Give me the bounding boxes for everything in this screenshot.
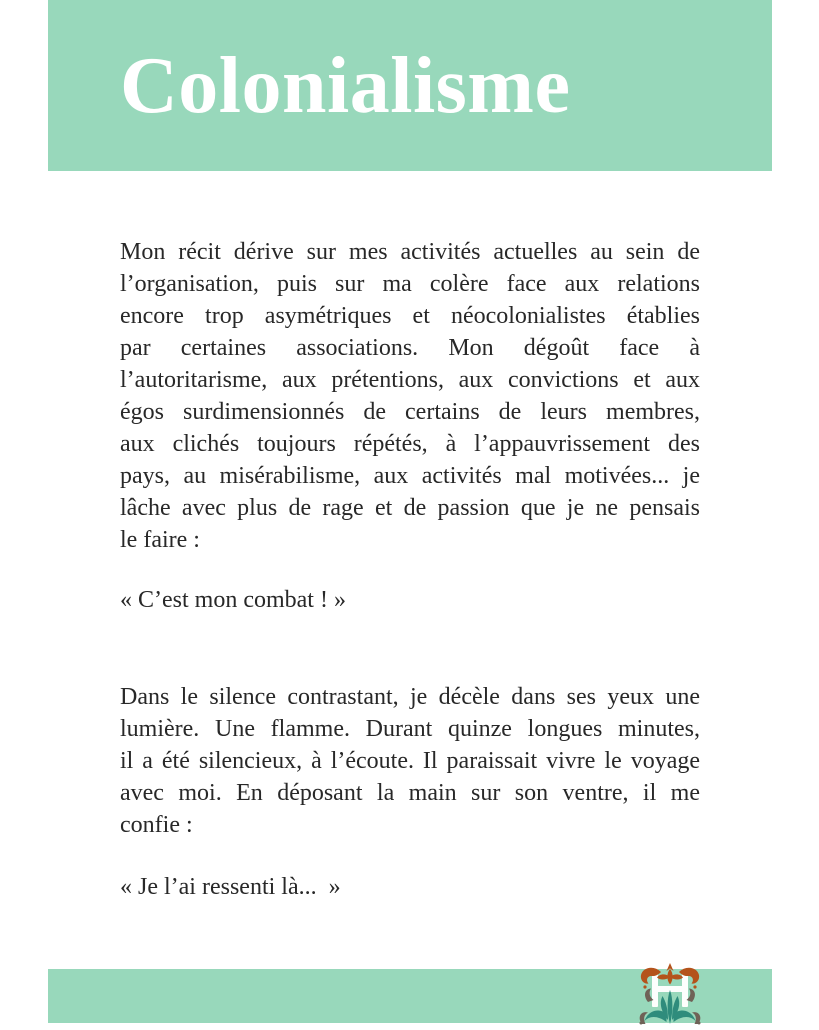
quote-line: « Je l’ai ressenti là... » bbox=[120, 874, 341, 900]
paragraph-line: il a été silencieux, à l’écoute. Il paraissait vivre le voyage bbox=[120, 748, 700, 774]
ornament-svg bbox=[635, 963, 705, 1025]
paragraph-line: l’autoritarisme, aux prétentions, aux convictions et aux bbox=[120, 367, 700, 393]
paragraph-line: aux clichés toujours répétés, à l’appauvrissement des bbox=[120, 431, 700, 457]
body-paragraph bbox=[120, 681, 700, 841]
body-content bbox=[120, 171, 700, 903]
paragraph-line: encore trop asymétriques et néocolonialistes établies bbox=[120, 303, 700, 329]
paragraph-line: avec moi. En déposant la main sur son ventre, il me bbox=[120, 780, 700, 806]
quote-line: « C’est mon combat ! » bbox=[120, 587, 346, 613]
paragraph-line: égos surdimensionnés de certains de leurs membres, bbox=[120, 399, 700, 425]
body-paragraph bbox=[120, 236, 700, 556]
header-band bbox=[48, 0, 772, 171]
paragraph-line: lumière. Une flamme. Durant quinze longues minutes, bbox=[120, 716, 700, 742]
paragraph-line: confie : bbox=[120, 812, 193, 838]
paragraph-line: Mon récit dérive sur mes activités actuelles au sein de bbox=[120, 239, 700, 265]
paragraph-line: lâche avec plus de rage et de passion que je ne pensais bbox=[120, 495, 700, 521]
paragraph-line: l’organisation, puis sur ma colère face aux relations bbox=[120, 271, 700, 297]
paragraph-line: pays, au misérabilisme, aux activités mal motivées... je bbox=[120, 463, 700, 489]
floral-flourish-ornament bbox=[635, 963, 705, 1025]
page-title: Colonialisme bbox=[120, 41, 571, 130]
paragraph-line: Dans le silence contrastant, je décèle dans ses yeux une bbox=[120, 684, 700, 710]
paragraph-line: par certaines associations. Mon dégoût face à bbox=[120, 335, 700, 361]
paragraph-line: le faire : bbox=[120, 527, 200, 553]
